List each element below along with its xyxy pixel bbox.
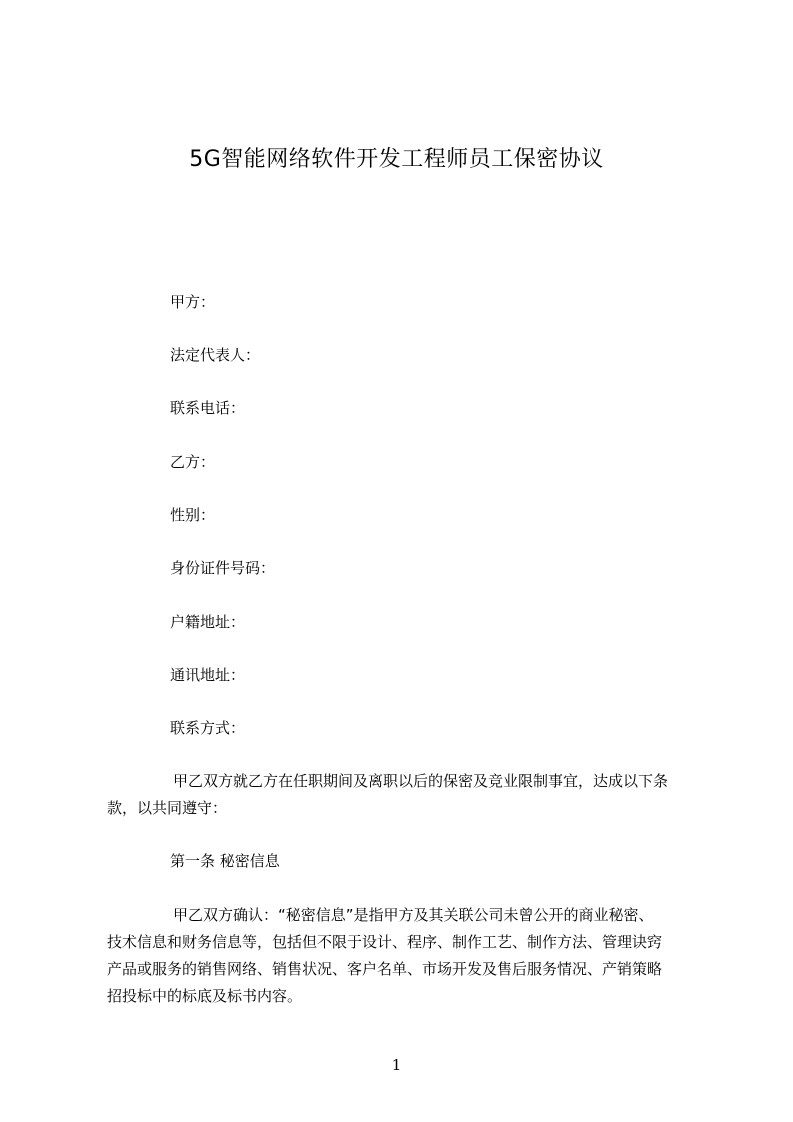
field-legal-representative: 法定代表人： (170, 346, 261, 364)
article-1-line-1: 甲乙双方确认：“秘密信息”是指甲方及其关联公司未曾公开的商业秘密、 (173, 906, 654, 924)
page-number: 1 (391, 1056, 402, 1074)
field-party-b: 乙方： (170, 453, 216, 471)
article-1-line-4: 招投标中的标底及标书内容。 (107, 987, 303, 1005)
article-1-line-3: 产品或服务的销售网络、销售状况、客户名单、市场开发及售后服务情况、产销策略 (107, 960, 663, 978)
intro-line-1: 甲乙双方就乙方在任职期间及离职以后的保密及竞业限制事宜，达成以下条 (173, 772, 669, 790)
field-mailing-address: 通讯地址： (170, 666, 246, 684)
article-1-line-2: 技术信息和财务信息等，包括但不限于设计、程序、制作工艺、制作方法、管理诀窍 (107, 933, 663, 951)
field-party-a: 甲方： (170, 293, 216, 311)
field-id-number: 身份证件号码： (170, 559, 276, 577)
field-household-address: 户籍地址： (170, 613, 246, 631)
document-title: 5G智能网络软件开发工程师员工保密协议 (189, 147, 604, 172)
intro-line-2: 款，以共同遵守： (107, 799, 228, 817)
field-gender: 性别： (170, 506, 216, 524)
field-contact-method: 联系方式： (170, 719, 246, 737)
field-contact-phone: 联系电话： (170, 399, 246, 417)
article-1-heading: 第一条 秘密信息 (170, 852, 280, 870)
